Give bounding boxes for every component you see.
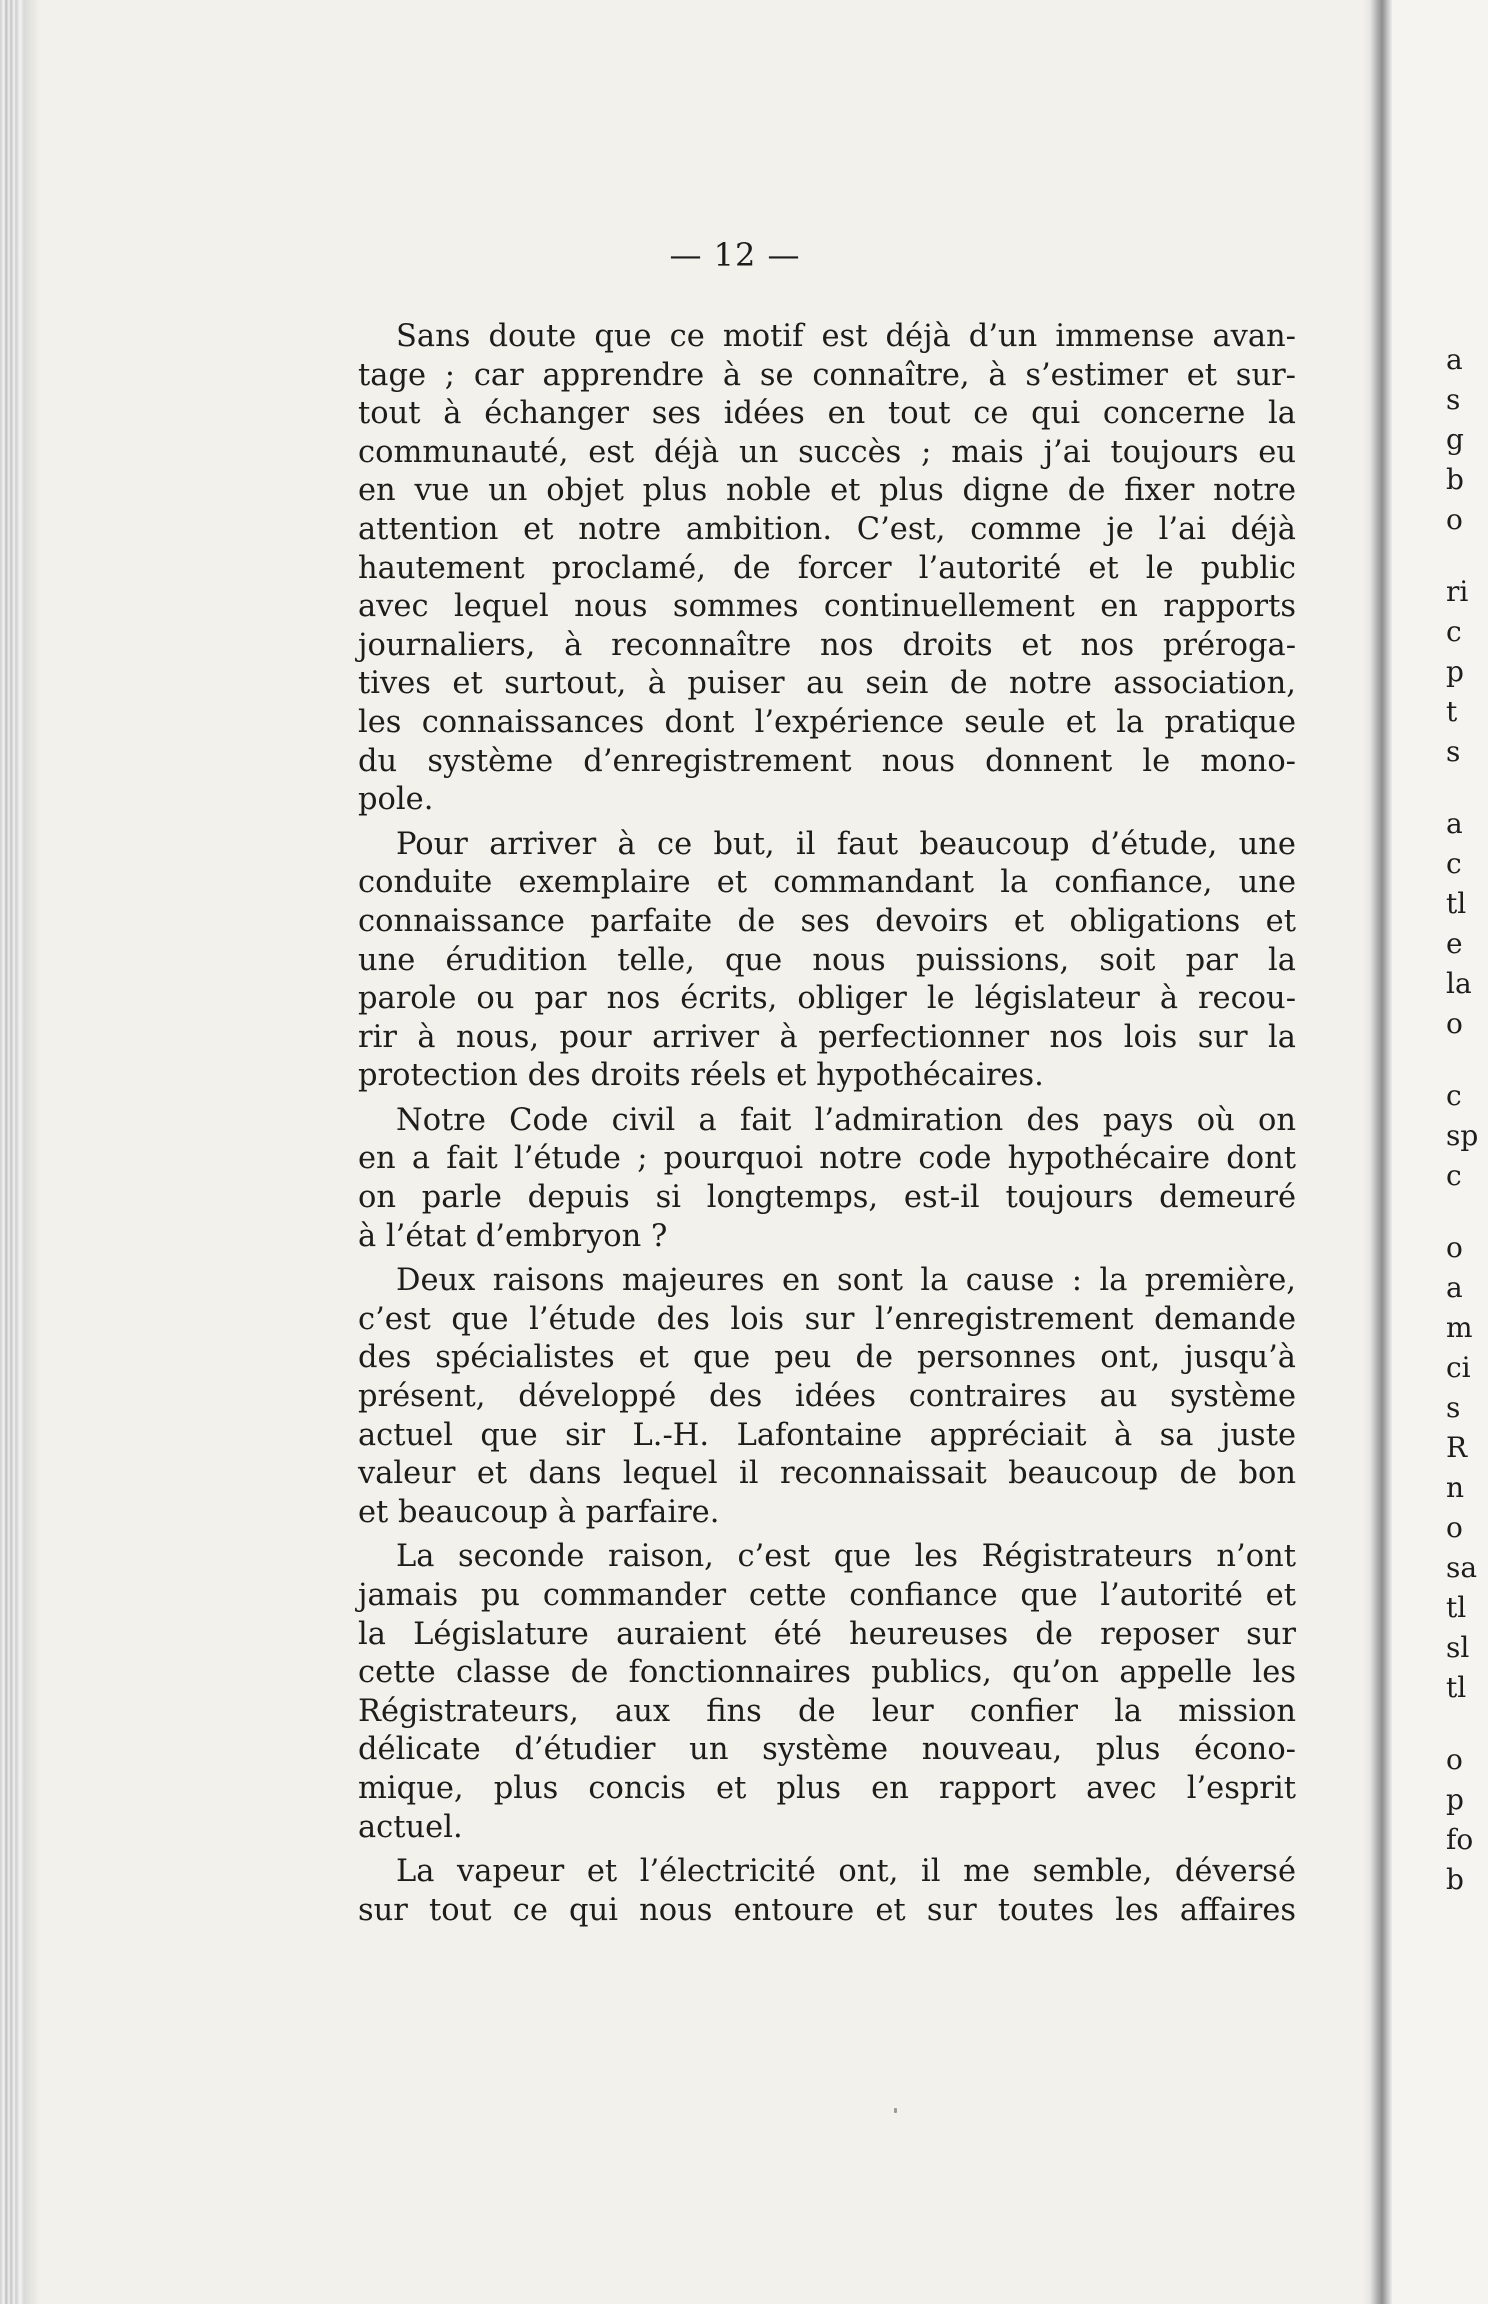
text-line: cette classe de fonctionnaires publics, qu’on appelle les <box>358 1655 1296 1691</box>
right-page-fragment: sp <box>1446 1119 1479 1152</box>
right-page-fragment: m <box>1446 1311 1473 1344</box>
body-text <box>358 318 1296 1930</box>
right-page-fragment: b <box>1446 1863 1464 1896</box>
book-gutter <box>1362 0 1392 2304</box>
text-line: actuel que sir L.-H. Lafontaine appréciait à sa juste <box>358 1417 1296 1453</box>
text-line: valeur et dans lequel il reconnaissait beaucoup de bon <box>358 1456 1296 1492</box>
text-line: La seconde raison, c’est que les Régistrateurs n’ont <box>396 1539 1296 1575</box>
paragraph-4 <box>358 1262 1296 1532</box>
text-line: tives et surtout, à puiser au sein de notre association, <box>358 666 1296 702</box>
paragraph-3 <box>358 1102 1296 1256</box>
text-line: du système d’enregistrement nous donnent le mono- <box>358 743 1296 779</box>
text-line: la Législature auraient été heureuses de reposer sur <box>358 1616 1296 1652</box>
right-page-fragment: o <box>1446 1007 1463 1040</box>
text-line: conduite exemplaire et commandant la confiance, une <box>358 865 1296 901</box>
right-page-fragment: a <box>1446 1271 1463 1304</box>
text-line: et beaucoup à parfaire. <box>358 1494 720 1530</box>
right-page-fragment <box>1446 772 1488 804</box>
left-page-edge <box>0 0 40 2304</box>
text-line: en a fait l’étude ; pourquoi notre code hypothécaire dont <box>358 1141 1296 1177</box>
right-page-fragment: c <box>1446 1079 1462 1112</box>
right-page-fragment: a <box>1446 343 1463 376</box>
text-line: communauté, est déjà un succès ; mais j’ai toujours eu <box>358 434 1296 470</box>
text-line: tage ; car apprendre à se connaître, à s’estimer et sur- <box>358 357 1296 393</box>
text-line: les connaissances dont l’expérience seule et la pratique <box>358 704 1296 740</box>
paragraph-6 <box>358 1853 1296 1930</box>
text-line: hautement proclamé, de forcer l’autorité et le public <box>358 550 1296 586</box>
text-line: Pour arriver à ce but, il faut beaucoup d’étude, une <box>396 826 1296 862</box>
right-page-fragment: b <box>1446 463 1464 496</box>
right-page-fragment: o <box>1446 503 1463 536</box>
right-page-fragment: p <box>1446 1783 1464 1816</box>
text-line: parole ou par nos écrits, obliger le législateur à recou- <box>358 981 1296 1017</box>
paragraph-1 <box>358 318 1296 820</box>
right-page-fragment <box>1446 540 1488 572</box>
text-line: en vue un objet plus noble et plus digne de fixer notre <box>358 473 1296 509</box>
right-page-fragment: sa <box>1446 1551 1478 1584</box>
text-line: La vapeur et l’électricité ont, il me semble, déversé <box>396 1854 1296 1890</box>
right-page-fragment: o <box>1446 1511 1463 1544</box>
right-page-fragment: n <box>1446 1471 1465 1504</box>
right-page-fragment: o <box>1446 1231 1463 1264</box>
right-page-text-fragments <box>1446 340 1488 1900</box>
right-page-fragment: ci <box>1446 1351 1471 1384</box>
right-page-fragment: R <box>1446 1431 1468 1464</box>
right-page-fragment: s <box>1446 735 1461 768</box>
text-line: une érudition telle, que nous puissions, soit par la <box>358 942 1296 978</box>
text-line: journaliers, à reconnaître nos droits et nos préroga- <box>358 627 1296 663</box>
right-page-fragment <box>1446 1044 1488 1076</box>
text-line: avec lequel nous sommes continuellement en rapports <box>358 589 1296 625</box>
right-page-fragment: ri <box>1446 575 1469 608</box>
text-line: jamais pu commander cette confiance que l’autorité et <box>358 1578 1296 1613</box>
text-line: des spécialistes et que peu de personnes ont, jusqu’à <box>358 1340 1296 1376</box>
text-line: attention et notre ambition. C’est, comme je l’ai déjà <box>358 511 1296 547</box>
page-number: — 12 — <box>669 236 801 274</box>
right-page-fragment: la <box>1446 967 1472 1000</box>
right-page-fragment: a <box>1446 807 1463 840</box>
text-line: on parle depuis si longtemps, est-il toujours demeuré <box>358 1180 1296 1216</box>
right-page-fragment <box>1446 1708 1488 1740</box>
paragraph-2 <box>358 826 1296 1096</box>
text-line: Notre Code civil a fait l’admiration des pays où on <box>396 1102 1296 1138</box>
text-line: Deux raisons majeures en sont la cause : la première, <box>396 1263 1296 1299</box>
text-line: tout à échanger ses idées en tout ce qui concerne la <box>358 396 1296 432</box>
text-line: délicate d’étudier un système nouveau, plus écono- <box>358 1732 1296 1768</box>
text-line: sur tout ce qui nous entoure et sur toutes les affaires <box>358 1892 1296 1928</box>
right-page-fragment: e <box>1446 927 1463 960</box>
text-line: mique, plus concis et plus en rapport avec l’esprit <box>358 1770 1296 1806</box>
page-number-wrap <box>0 236 1488 274</box>
right-page-fragment: s <box>1446 383 1461 416</box>
right-page-fragment: t <box>1446 695 1458 728</box>
right-page-fragment: fo <box>1446 1823 1474 1856</box>
text-line: actuel. <box>358 1809 463 1845</box>
text-line: à l’état d’embryon ? <box>358 1218 668 1254</box>
right-page-fragment: tl <box>1446 1671 1467 1704</box>
right-page-fragment: sl <box>1446 1631 1470 1664</box>
right-page-fragment: tl <box>1446 887 1467 920</box>
paragraph-5 <box>358 1538 1296 1847</box>
right-page-fragment <box>1446 1196 1488 1228</box>
text-line: c’est que l’étude des lois sur l’enregistrement demande <box>358 1301 1296 1337</box>
ink-speck <box>894 2108 897 2113</box>
text-line: Régistrateurs, aux fins de leur confier la mission <box>358 1693 1296 1729</box>
text-line: protection des droits réels et hypothécaires. <box>358 1058 1044 1094</box>
text-line: présent, développé des idées contraires au système <box>358 1379 1296 1415</box>
right-page-fragment: c <box>1446 615 1462 648</box>
text-line: Sans doute que ce motif est déjà d’un immense avan- <box>396 319 1296 354</box>
text-line: rir à nous, pour arriver à perfectionner nos lois sur la <box>358 1019 1296 1055</box>
right-page-fragment: g <box>1446 423 1464 456</box>
right-page-fragment: c <box>1446 1159 1462 1192</box>
right-page-fragment: o <box>1446 1743 1463 1776</box>
right-page-fragment: p <box>1446 655 1464 688</box>
right-page-fragment: s <box>1446 1391 1461 1424</box>
right-page-fragment: c <box>1446 847 1462 880</box>
text-line: connaissance parfaite de ses devoirs et obligations et <box>358 903 1296 939</box>
right-page-fragment: tl <box>1446 1591 1467 1624</box>
text-line: pole. <box>358 782 434 818</box>
